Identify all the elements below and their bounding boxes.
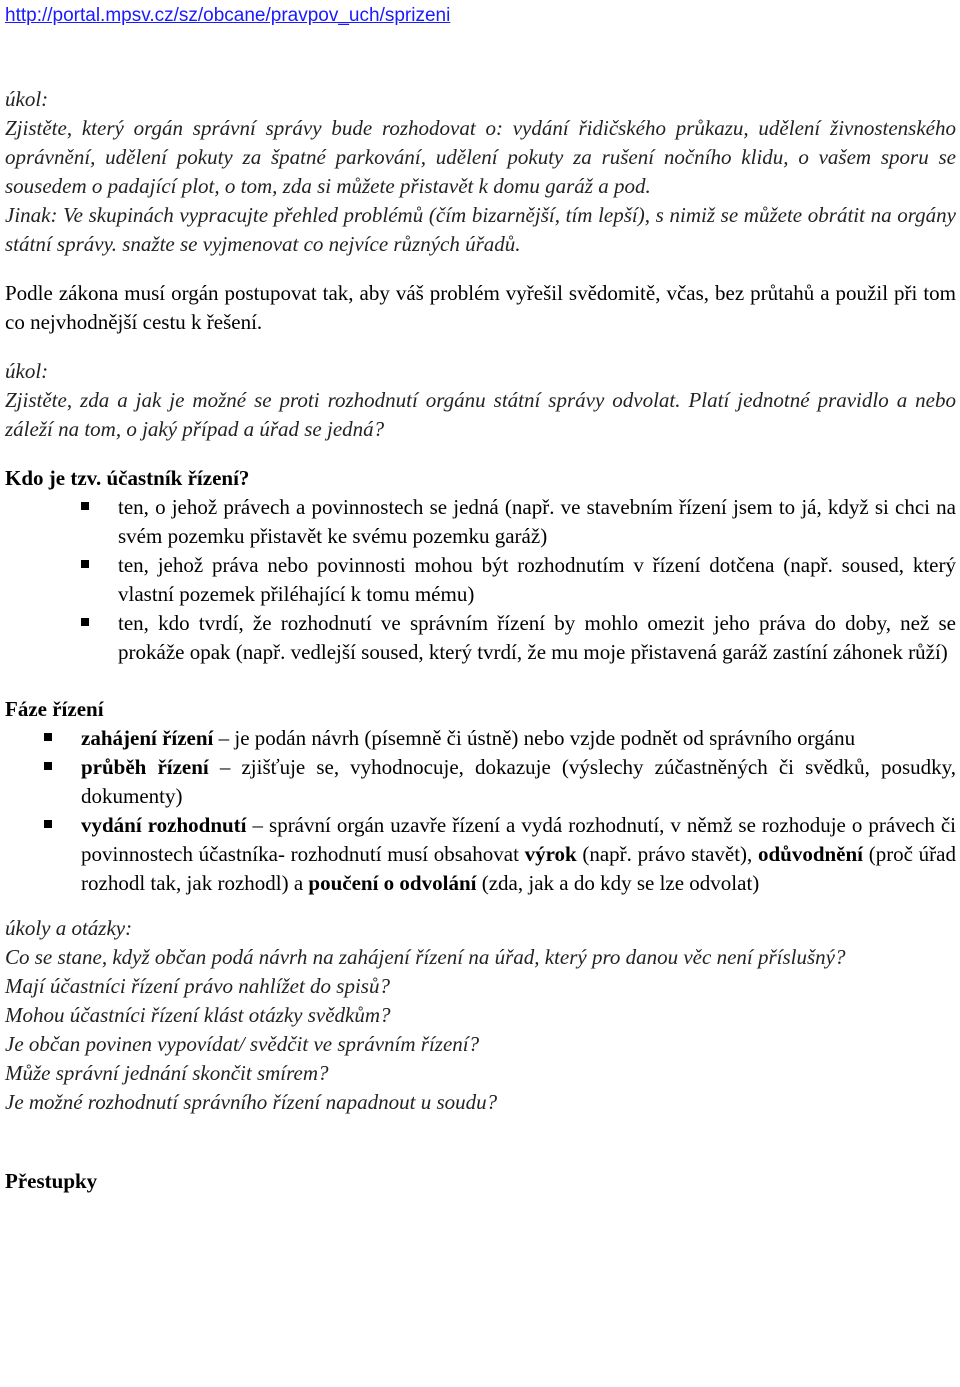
list-item: ten, o jehož právech a povinnostech se jedná (např. ve stavebním řízení jsem to já, když si chci na svém pozemku přistavět ke svému pozemku garáž) [5,493,956,551]
list-item [5,753,956,811]
section-heading-participant: Kdo je tzv. účastník řízení? [5,466,250,490]
question: Je možné rozhodnutí správního řízení napadnout u soudu? [5,1090,498,1114]
question: Může správní jednání skončit smírem? [5,1061,329,1085]
source-link[interactable]: http://portal.mpsv.cz/sz/obcane/pravpov_uch/sprizeni [5,5,451,26]
task-text: Zjistěte, který orgán správní správy bude rozhodovat o: vydání řidičského průkazu, udělení živnostenského oprávnění, udělení pokuty za špatné parkování, udělení pokuty za rušení nočního klidu, o vašem sporu se sousedem o padající plot, o tom, zda si můžete přistavět k domu garáž a pod. [5,116,956,198]
task-label: úkol: [5,359,49,383]
question: Mají účastníci řízení právo nahlížet do spisů? [5,974,390,998]
section-heading-phases: Fáze řízení [5,697,104,721]
section-heading-offenses: Přestupky [5,1169,98,1193]
list-item: ten, jehož práva nebo povinnosti mohou být rozhodnutím v řízení dotčena (např. soused, který vlastní pozemek přiléhající k tomu mému) [5,551,956,609]
phases-list [5,724,956,898]
questions-label: úkoly a otázky: [5,916,133,940]
list-item [5,811,956,898]
question: Je občan povinen vypovídat/ svědčit ve správním řízení? [5,1032,480,1056]
term: poučení o odvolání [308,871,477,895]
questions-block [5,914,956,1117]
term: výrok [524,842,577,866]
description: (např. právo stavět), [576,842,758,866]
task-label: úkol: [5,87,49,111]
term: odůvodnění [757,842,864,866]
list-item [5,724,956,753]
term: průběh řízení [81,755,209,779]
task-text: Zjistěte, zda a jak je možné se proti rozhodnutí orgánu státní správy odvolat. Platí jednotné pravidlo a nebo záleží na tom, o jaký případ a úřad se jedná? [5,388,956,441]
description: (zda, jak a do kdy se lze odvolat) [476,871,760,895]
term: vydání rozhodnutí [81,813,247,837]
description: – je podán návrh (písemně či ústně) nebo vzjde podnět od správního orgánu [213,726,856,750]
list-item: ten, kdo tvrdí, že rozhodnutí ve správním řízení by mohlo omezit jeho práva do doby, než se prokáže opak (např. vedlejší soused, který tvrdí, že mu moje přistavená garáž zastíní záhonek růží) [5,609,956,667]
description: (proč úřad rozhodl tak, jak rozhodl) a [81,842,956,895]
question: Co se stane, když občan podá návrh na zahájení řízení na úřad, který pro danou věc není příslušný? [5,945,846,969]
term: zahájení řízení [81,726,214,750]
question: Mohou účastníci řízení klást otázky svědkům? [5,1003,391,1027]
law-paragraph: Podle zákona musí orgán postupovat tak, aby váš problém vyřešil svědomitě, včas, bez průtahů a použil při tom co nejvhodnější cestu k řešení. [5,281,956,334]
description: – správní orgán uzavře řízení a vydá rozhodnutí, v němž se rozhoduje o právech či povinnostech účastníka- rozhodnutí musí obsahovat [81,813,956,866]
task-text-alt: Jinak: Ve skupinách vypracujte přehled problémů (čím bizarnější, tím lepší), s nimiž se můžete obrátit na orgány státní správy. snažte se vyjmenovat co nejvíce různých úřadů. [5,203,956,256]
participant-list [5,493,956,667]
description: – zjišťuje se, vyhodnocuje, dokazuje (výslechy zúčastněných či svědků, posudky, dokumenty) [81,755,956,808]
